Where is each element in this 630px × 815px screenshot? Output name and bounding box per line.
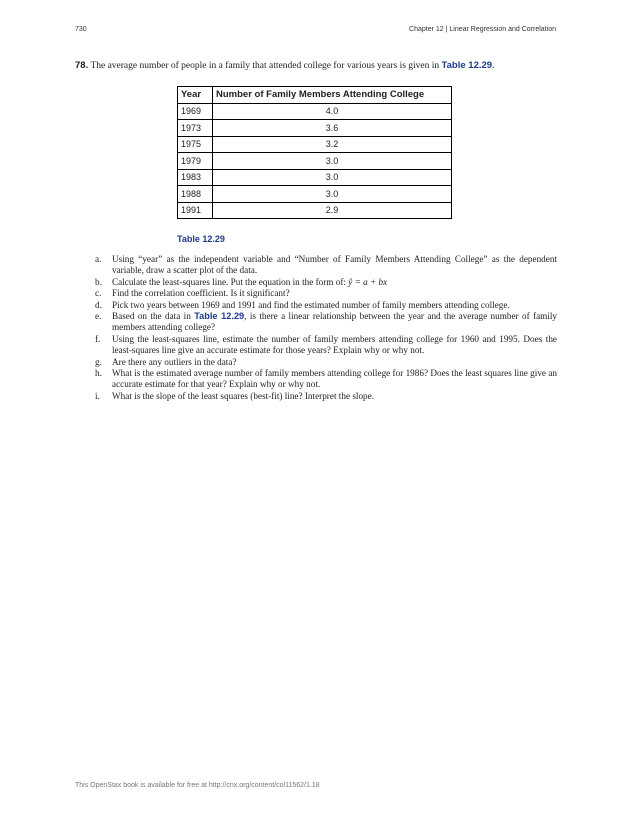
item-text: Are there any outliers in the data? <box>112 356 237 367</box>
header-year: Year <box>178 87 213 104</box>
item-label: f. <box>95 333 101 344</box>
item-label: h. <box>95 368 102 379</box>
list-item <box>95 391 557 402</box>
item-label: a. <box>95 254 102 264</box>
item-label: c. <box>95 288 102 299</box>
item-label: b. <box>95 276 102 287</box>
item-label: i. <box>95 390 100 401</box>
table-row <box>178 186 452 203</box>
item-label: d. <box>95 299 102 310</box>
problem-statement <box>75 60 560 72</box>
problem-end: . <box>492 61 495 71</box>
item-text: Using the least-squares line, estimate the number of family members attending college for 1960 and 1995. Does the least-squares line give an accurate estimate for those years? Explain why or why not. <box>112 333 557 356</box>
table-row <box>178 153 452 170</box>
list-item <box>95 334 557 357</box>
list-item <box>95 254 557 277</box>
footer-note: This OpenStax book is available for free at http://cnx.org/content/col11562/1.18 <box>75 782 320 789</box>
item-text: What is the estimated average number of family members attending college for 1986? Does the least squares line give an accurate estimate for that year? Explain why or why not. <box>112 368 557 390</box>
item-label: e. <box>95 311 102 322</box>
cell-value: 2.9 <box>213 202 452 219</box>
data-table <box>177 86 452 219</box>
list-item <box>95 288 557 299</box>
list-item <box>95 357 557 368</box>
cell-year: 1988 <box>178 186 213 203</box>
table-reference-link[interactable]: Table 12.29 <box>441 60 493 71</box>
cell-value: 3.6 <box>213 120 452 137</box>
cell-value: 4.0 <box>213 103 452 120</box>
item-text: What is the slope of the least squares (best-fit) line? Interpret the slope. <box>112 390 375 401</box>
chapter-header: Chapter 12 | Linear Regression and Correlation <box>409 26 556 33</box>
table-reference-link[interactable]: Table 12.29 <box>194 311 245 322</box>
header-family-members: Number of Family Members Attending College <box>213 87 452 104</box>
table-caption: Table 12.29 <box>177 234 225 244</box>
cell-value: 3.0 <box>213 153 452 170</box>
item-text: Using “year” as the independent variable and “Number of Family Members Attending College” as the dependent variable, draw a scatter plot of the data. <box>112 254 557 276</box>
regression-equation: ŷ = a + bx <box>348 276 388 287</box>
table-row <box>178 169 452 186</box>
problem-number: 78. <box>75 60 89 71</box>
cell-value: 3.2 <box>213 136 452 153</box>
table-row <box>178 136 452 153</box>
table-row <box>178 120 452 137</box>
item-text: , is there a linear relationship between the year and the average number of family members attending college? <box>112 311 558 333</box>
cell-year: 1983 <box>178 169 213 186</box>
cell-year: 1975 <box>178 136 213 153</box>
item-text: Pick two years between 1969 and 1991 and find the estimated number of family members attending college. <box>112 299 510 310</box>
item-text: Find the correlation coefficient. Is it significant? <box>112 288 290 299</box>
table-row <box>178 103 452 120</box>
cell-year: 1969 <box>178 103 213 120</box>
list-item <box>95 277 557 288</box>
problem-text: The average number of people in a family that attended college for various years is given in <box>90 61 440 71</box>
list-item <box>95 311 557 334</box>
question-list <box>95 254 557 402</box>
list-item <box>95 368 557 391</box>
page-number: 730 <box>75 26 87 33</box>
item-text: Based on the data in <box>112 311 195 322</box>
cell-year: 1979 <box>178 153 213 170</box>
table-row <box>178 202 452 219</box>
cell-year: 1991 <box>178 202 213 219</box>
item-label: g. <box>95 356 102 367</box>
table-header-row <box>178 87 452 104</box>
item-text: Calculate the least-squares line. Put the equation in the form of: <box>112 276 349 287</box>
cell-value: 3.0 <box>213 186 452 203</box>
list-item <box>95 300 557 311</box>
cell-value: 3.0 <box>213 169 452 186</box>
cell-year: 1973 <box>178 120 213 137</box>
